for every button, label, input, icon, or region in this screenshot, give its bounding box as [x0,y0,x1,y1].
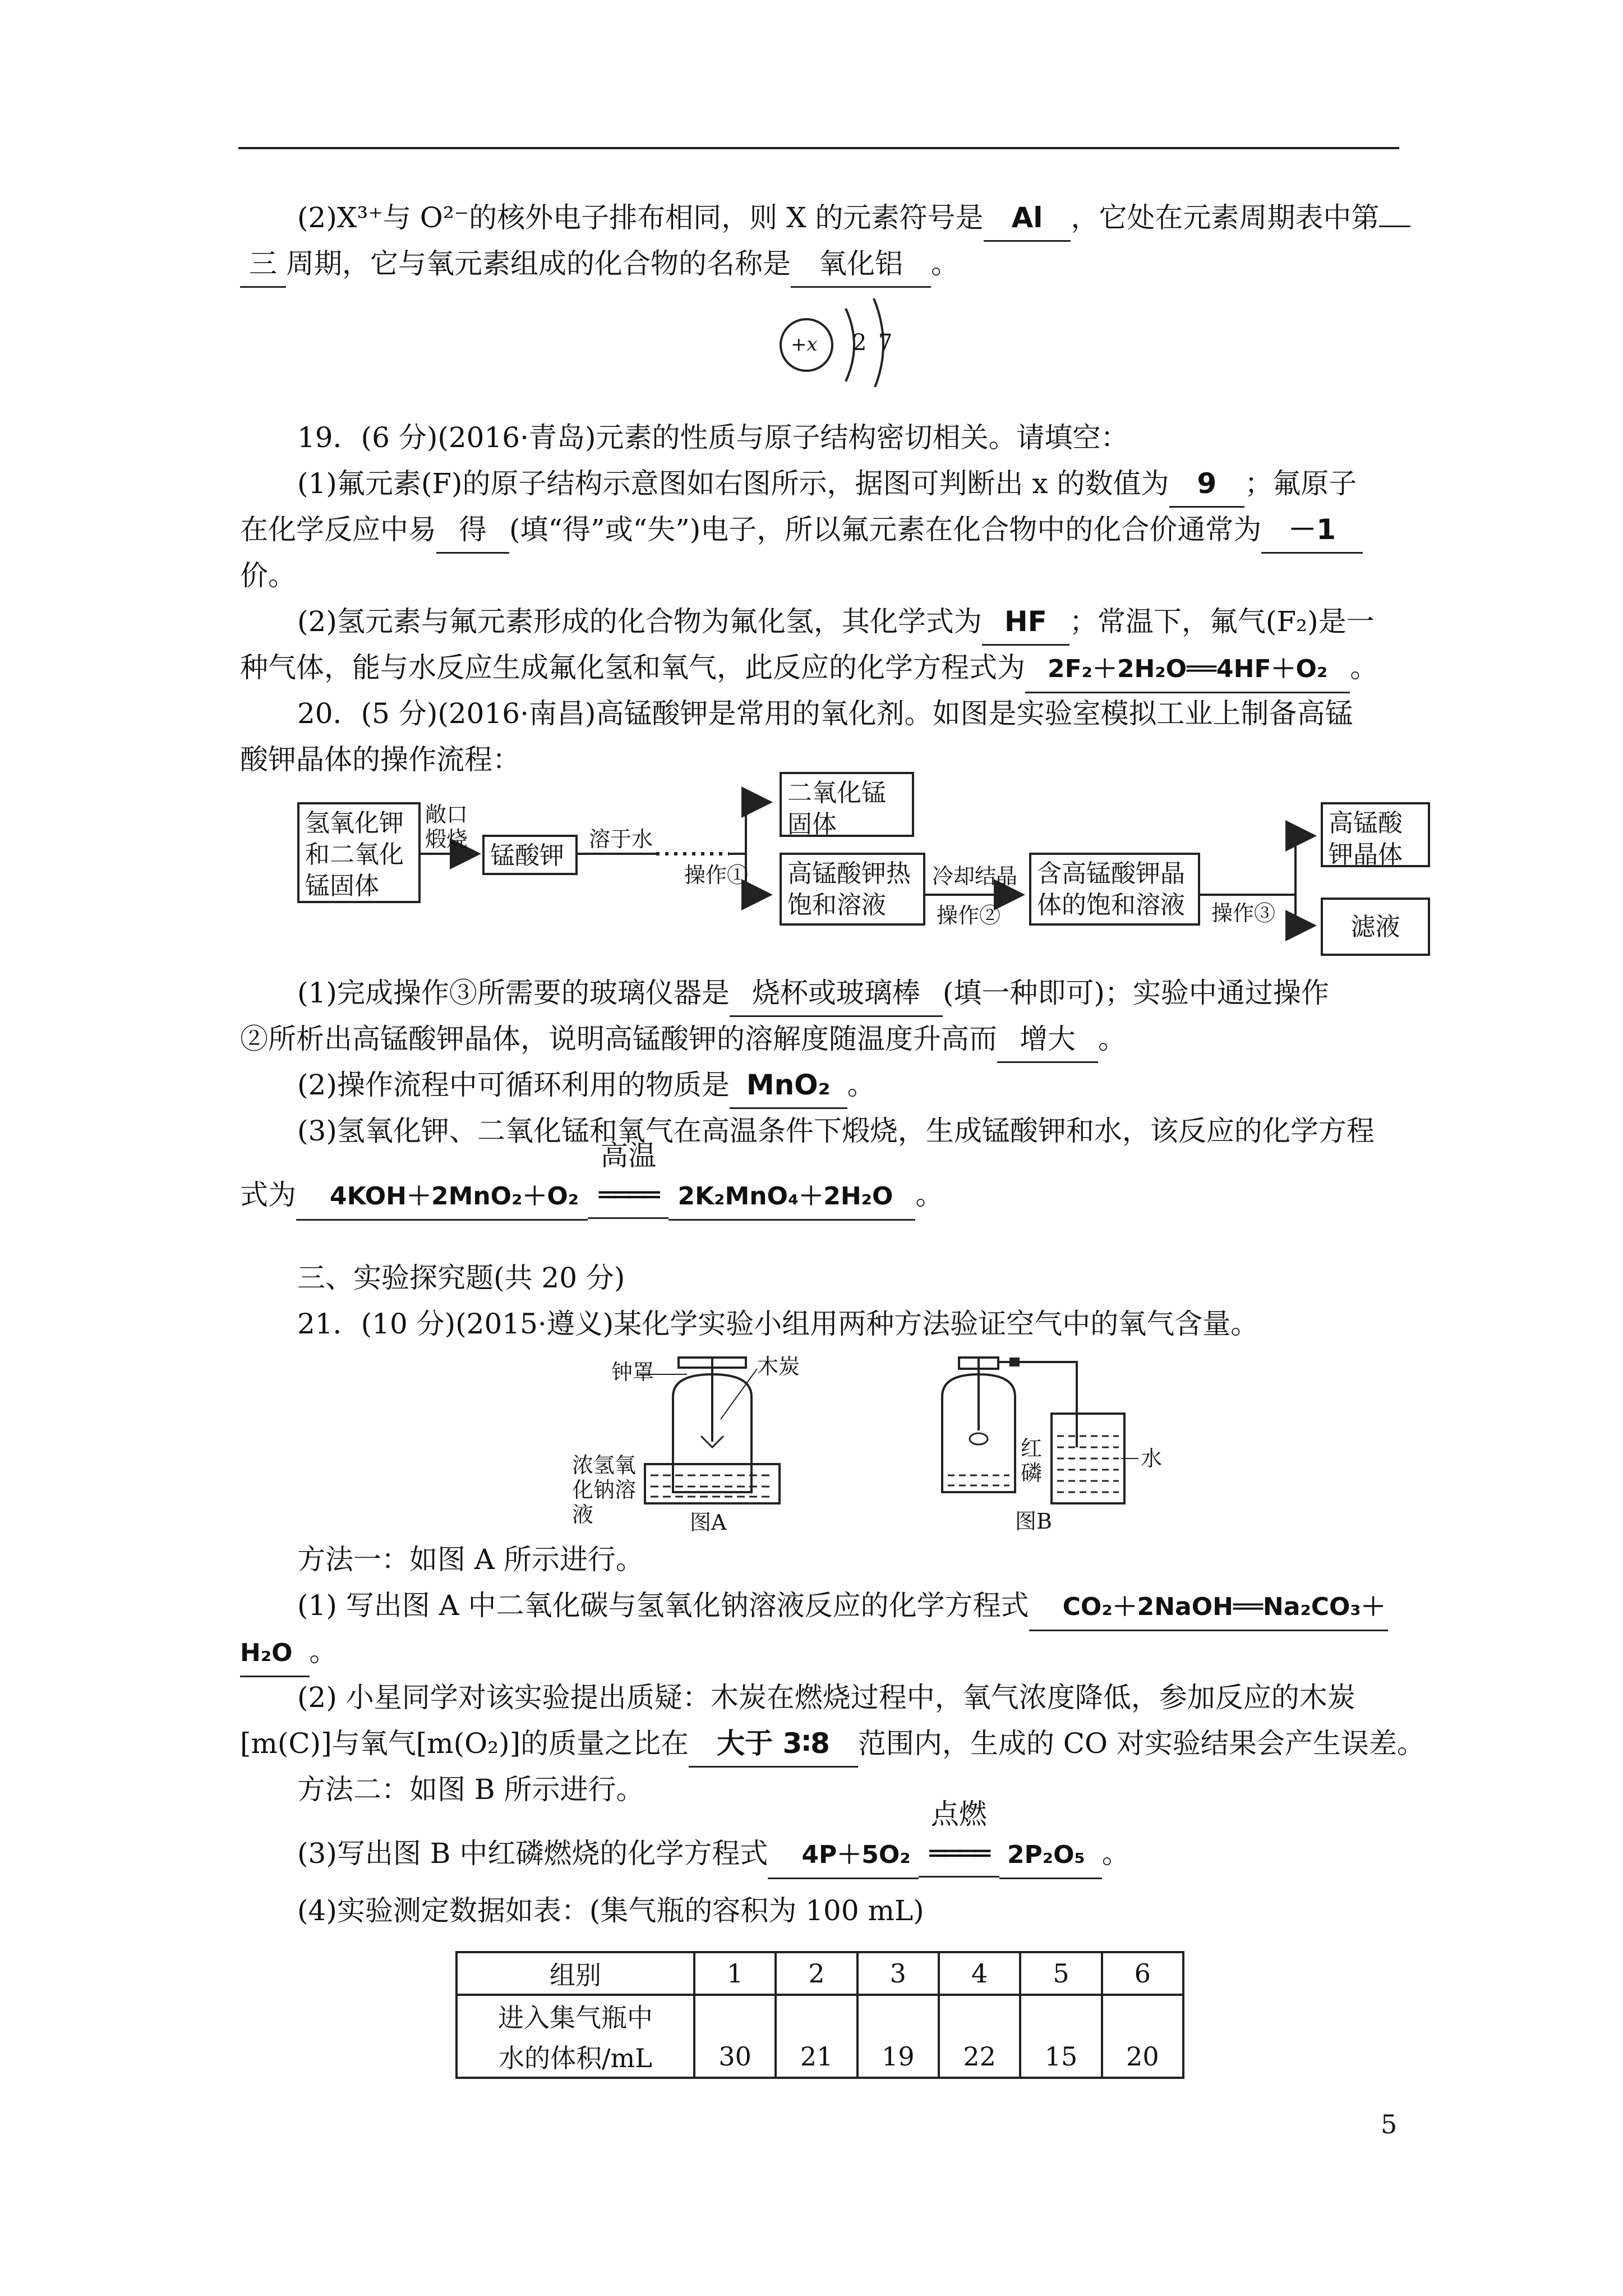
label-naoh-solution: 浓氢氧化钠溶液 [572,1453,637,1527]
table-cell: 22 [939,2036,1020,2078]
q21-line6: (4)实验测定数据如表：(集气瓶的容积为 100 mL) [297,1894,924,1927]
nucleus-label: +x [791,333,818,356]
flow-label-dissolve: 溶于水 [589,827,653,852]
q18-text: 周期，它与氧元素组成的化合物的名称是 [286,247,791,280]
label-charcoal: 木炭 [757,1354,800,1379]
answer-blank: 2F₂＋2H₂O══4HF＋O₂ [1025,647,1350,693]
flow-box-crystal: 高锰酸钾晶体 [1321,802,1430,867]
answer-blank: 得 [436,507,509,554]
flow-box-mno2: 二氧化锰固体 [780,772,914,837]
answer-blank: 4KOH＋2MnO₂＋O₂ [296,1174,588,1221]
q21-line3: (2) 小星同学对该实验提出质疑：木炭在燃烧过程中，氧气浓度降低，参加反应的木炭 [297,1681,1355,1714]
answer-blank: 2K₂MnO₄＋2H₂O [668,1174,915,1221]
flow-box-filtrate: 滤液 [1321,898,1430,956]
table-row-label: 进入集气瓶中 [457,1995,694,2036]
q19-line2: 在化学反应中易 得 (填“得”或“失”)电子，所以氟元素在化合物中的化合价通常为 －1 [240,507,1363,554]
table-cell: 2 [776,1952,857,1995]
answer-blank: 2P₂O₅ [999,1833,1102,1879]
answer-blank: 4P＋5O₂ [768,1833,918,1879]
flow-label-op3: 操作③ [1211,901,1276,926]
table-cell: 3 [857,1952,939,1995]
flow-label-op2: 操作② [937,903,1001,928]
shell1-label: 2 [852,330,867,356]
figure-a [572,1352,813,1537]
answer-blank: 大于 3∶8 [689,1721,858,1768]
label-red-phosphorus: 红磷 [1021,1436,1043,1485]
q20-line1: (1)完成操作③所需要的玻璃仪器是 烧杯或玻璃棒 (填一种即可)；实验中通过操作 [297,970,1329,1017]
table-cell: 5 [1020,1952,1101,1995]
q21-line1: (1) 写出图 A 中二氧化碳与氢氧化钠溶液反应的化学方程式 CO₂＋2NaOH══Na₂CO₃＋ [297,1583,1388,1631]
answer-blank: 三 [240,241,286,288]
q21-line5: (3)写出图 B 中红磷燃烧的化学方程式 4P＋5O₂ 点燃 ════ 2P₂O₅ 。 [297,1831,1130,1879]
q18-line1 [297,195,1410,242]
q19-line1: (1)氟元素(F)的原子结构示意图如右图所示，据图可判断出 x 的数值为 9 ；氟原子 [297,461,1357,508]
answer-blank: 烧杯或玻璃棒 [730,970,943,1017]
table-row [457,1995,1183,2036]
page-number: 5 [1381,2109,1398,2139]
table-cell: 20 [1102,2036,1183,2078]
q21-line2: H₂O 。 [240,1629,338,1677]
flow-box-start: 氢氧化钾和二氧化锰固体 [297,802,421,903]
q21-method1: 方法一：如图 A 所示进行。 [297,1543,644,1576]
flow-label-calcine: 敞口煅烧 [425,802,468,852]
q21-method2: 方法二：如图 B 所示进行。 [297,1773,644,1806]
table-cell: 6 [1102,1952,1183,1995]
flow-box-saturated: 含高锰酸钾晶体的饱和溶液 [1029,853,1200,926]
q21-line4: [m(C)]与氧气[m(O₂)]的质量之比在 大于 3∶8 范围内，生成的 CO 对实验结果会产生误差。 [240,1721,1425,1768]
table-cell: 15 [1020,2036,1101,2078]
q21-intro: 21．(10 分)(2015·遵义)某化学实验小组用两种方法验证空气中的氧气含量。 [297,1308,1259,1340]
answer-blank: Al [984,195,1071,242]
q19-intro: 19．(6 分)(2016·青岛)元素的性质与原子结构密切相关。请填空： [297,421,1129,454]
q20-intro2: 酸钾晶体的操作流程： [240,743,520,776]
answer-blank: HF [982,599,1069,646]
label-water: 水 [1141,1446,1163,1471]
shell2-label: 7 [878,330,893,356]
table-cell: 4 [939,1952,1020,1995]
process-flow-diagram [297,769,1430,959]
q20-line3: (2)操作流程中可循环利用的物质是 MnO₂ 。 [297,1062,875,1109]
flow-label-cool: 冷却结晶 [932,864,1018,889]
table-cell: 21 [776,2036,857,2078]
table-cell: 1 [694,1952,776,1995]
q19-line4: (2)氢元素与氟元素形成的化合物为氟化氢，其化学式为 HF ；常温下，氟气(F₂)是一 [297,599,1375,646]
answer-blank: 增大 [997,1016,1098,1063]
figure-b [931,1346,1166,1537]
answer-blank: －1 [1261,507,1363,554]
figure-b-caption: 图B [1015,1509,1052,1534]
flow-box-hot-solution: 高锰酸钾热饱和溶液 [780,853,925,926]
table-header-label: 组别 [457,1952,694,1995]
q20-line5: 式为 4KOH＋2MnO₂＋O₂ 高温 ════ 2K₂MnO₄＋2H₂O 。 [240,1172,943,1221]
header-rule [238,147,1399,149]
section-title: 三、实验探究题(共 20 分) [297,1262,625,1294]
q18-line2 [240,241,959,288]
q19-line5: 种气体，能与水反应生成氟化氢和氧气，此反应的化学方程式为 2F₂＋2H₂O══4HF＋O₂ 。 [240,645,1378,693]
q18-text: (2)X³⁺与 O²⁻的核外电子排布相同，则 X 的元素符号是 [297,201,984,234]
answer-blank: 氧化铝 [791,241,931,288]
experiment-data-table [455,1951,1184,2079]
table-cell: 19 [857,2036,939,2078]
flow-label-op1: 操作① [684,863,749,887]
equation-condition: 高温 ════ [588,1172,668,1219]
equation-condition: 点燃 ════ [919,1831,999,1878]
answer-blank: H₂O [240,1631,310,1677]
label-bell-jar: 钟罩 [611,1360,654,1384]
table-row [457,2036,1183,2078]
q20-line2: ②所析出高锰酸钾晶体，说明高锰酸钾的溶解度随温度升高而 增大 。 [240,1016,1126,1063]
answer-blank: 9 [1169,461,1245,508]
table-cell: 30 [694,2036,776,2078]
atom-structure-diagram [774,292,909,387]
table-row [457,1952,1183,1995]
q18-text: ，它处在元素周期表中第 [1071,201,1380,234]
flow-box-k2mno4: 锰酸钾 [482,835,578,875]
q20-line4: (3)氢氧化钾、二氧化锰和氧气在高温条件下煅烧，生成锰酸钾和水，该反应的化学方程 [297,1115,1375,1147]
answer-blank: CO₂＋2NaOH══Na₂CO₃＋ [1029,1585,1388,1631]
q20-intro1: 20．(5 分)(2016·南昌)高锰酸钾是常用的氧化剂。如图是实验室模拟工业上制备高锰 [297,697,1353,730]
table-row-label: 水的体积/mL [457,2036,694,2078]
q18-text: 。 [931,247,959,280]
q19-line3: 价。 [240,559,296,592]
answer-blank: MnO₂ [730,1062,847,1109]
figure-a-caption: 图A [690,1510,727,1535]
